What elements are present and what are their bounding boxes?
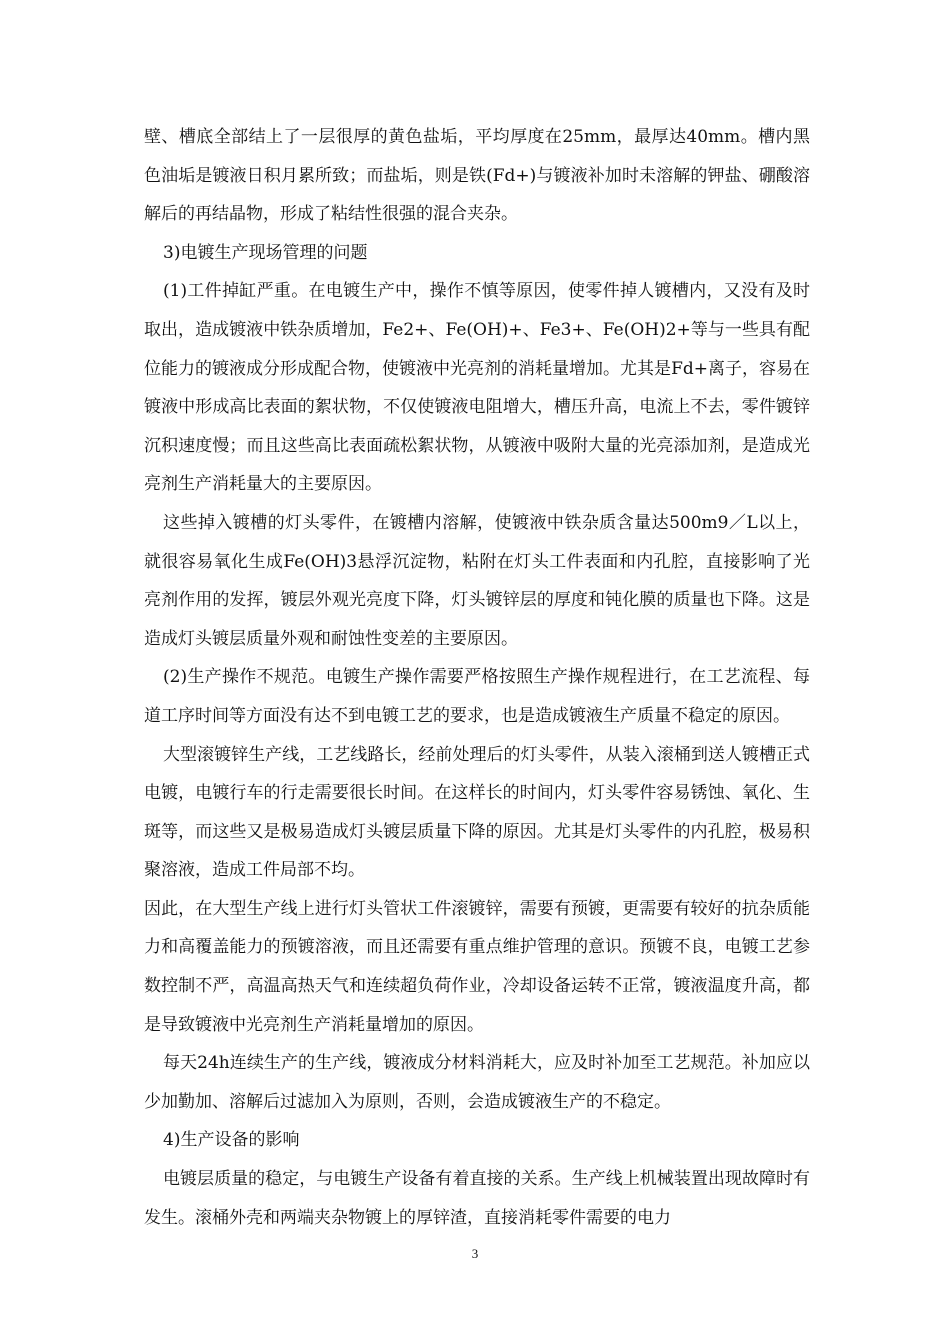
paragraph-iron-impurity: 这些掉入镀槽的灯头零件，在镀槽内溶解，使镀液中铁杂质含量达500m9／L以上，就很容易氧化生成Fe(OH)3悬浮沉淀物，粘附在灯头工件表面和内孔腔，直接影响了光亮剂作用的发挥，镀层外观光亮度下降，灯头镀锌层的厚度和钝化膜的质量也下降。这是造成灯头镀层质量外观和耐蚀性变差的主要原因。 [144, 512, 810, 649]
paragraph-workpiece-drop: (1)工件掉缸严重。在电镀生产中，操作不慎等原因，使零件掉人镀槽内，又没有及时取出，造成镀液中铁杂质增加，Fe2+、Fe(OH)+、Fe3+、Fe(OH)2+等与一些具有配位能力的镀液成分形成配合物，使镀液中光亮剂的消耗量增加。尤其是Fd+离子，容易在镀液中形成高比表面的絮状物，不仅使镀液电阻增大，槽压升高，电流上不去，零件镀锌沉积速度慢；而且这些高比表面疏松絮状物，从镀液中吸附大量的光亮添加剂，是造成光亮剂生产消耗量大的主要原因。 [144, 281, 810, 495]
section-heading-4: 4)生产设备的影响 [163, 1130, 300, 1151]
paragraph-equipment: 电镀层质量的稳定，与电镀生产设备有着直接的关系。生产线上机械装置出现故障时有发生。滚桶外壳和两端夹杂物镀上的厚锌渣，直接消耗零件需要的电力 [144, 1169, 810, 1228]
paragraph-operation-nonstandard: (2)生产操作不规范。电镀生产操作需要严格按照生产操作规程进行，在工艺流程、每道工序时间等方面没有达不到电镀工艺的要求，也是造成镀液生产质量不稳定的原因。 [144, 667, 810, 726]
page-number: 3 [471, 1246, 479, 1261]
paragraph-barrel-line: 大型滚镀锌生产线，工艺线路长，经前处理后的灯头零件，从装入滚桶到送人镀槽正式电镀，电镀行车的行走需要很长时间。在这样长的时间内，灯头零件容易锈蚀、氧化、生斑等，而这些又是极易造成灯头镀层质量下降的原因。尤其是灯头零件的内孔腔，极易积聚溶液，造成工件局部不均。 [144, 744, 810, 881]
section-heading-3: 3)电镀生产现场管理的问题 [163, 242, 368, 263]
document-body [144, 118, 810, 1237]
paragraph-continuous-production: 每天24h连续生产的生产线，镀液成分材料消耗大，应及时补加至工艺规范。补加应以少加勤加、溶解后过滤加入为原则，否则，会造成镀液生产的不稳定。 [144, 1053, 810, 1112]
paragraph-continued: 壁、槽底全部结上了一层很厚的黄色盐垢，平均厚度在25mm，最厚达40mm。槽内黑色油垢是镀液日积月累所致；而盐垢，则是铁(Fd+)与镀液补加时未溶解的钾盐、硼酸溶解后的再结晶物，形成了粘结性很强的混合夹杂。 [144, 127, 810, 225]
paragraph-preplating: 因此，在大型生产线上进行灯头管状工件滚镀锌，需要有预镀，更需要有较好的抗杂质能力和高覆盖能力的预镀溶液，而且还需要有重点维护管理的意识。预镀不良，电镀工艺参数控制不严，高温高热天气和连续超负荷作业，冷却设备运转不正常，镀液温度升高，都是导致镀液中光亮剂生产消耗量增加的原因。 [144, 898, 810, 1035]
